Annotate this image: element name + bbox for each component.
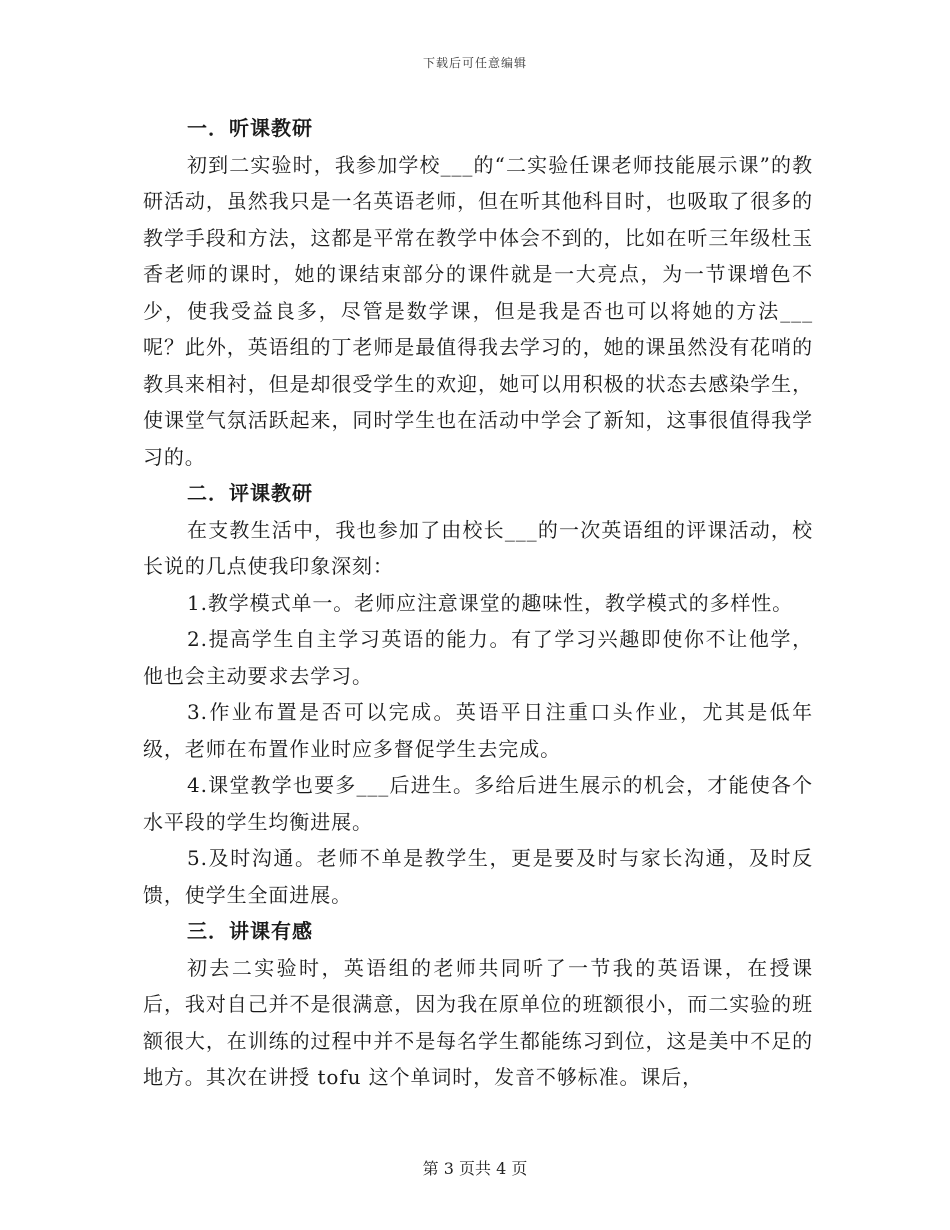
section-heading-1: 一．听课教研 [187,116,313,140]
document-body [143,110,813,1096]
page-number: 第 3 页共 4 页 [422,1159,528,1178]
list-item: 2.提高学生自主学习英语的能力。有了学习兴趣即使你不让他学，他也会主动要求去学习。 [143,627,813,688]
paragraph: 初到二实验时，我参加学校___的“二实验任课老师技能展示课”的教研活动，虽然我只是一名英语老师，但在听其他科目时，也吸取了很多的教学手段和方法，这都是平常在教学中体会不到的，比如在听三年级杜玉香老师的课时，她的课结束部分的课件就是一大亮点，为一节课增色不少，使我受益良多，尽管是数学课，但是我是否也可以将她的方法___呢？此外，英语组的丁老师是最值得我去学习的，她的课虽然没有花哨的教具来相衬，但是却很受学生的欢迎，她可以用积极的状态去感染学生，使课堂气氛活跃起来，同时学生也在活动中学会了新知，这事很值得我学习的。 [143,152,813,469]
list-item: 4.课堂教学也要多___后进生。多给后进生展示的机会，才能使各个水平段的学生均衡进展。 [143,773,813,834]
list-item: 5.及时沟通。老师不单是教学生，更是要及时与家长沟通，及时反馈，使学生全面进展。 [143,846,813,907]
section-heading-2: 二．评课教研 [187,481,313,505]
list-item: 1.教学模式单一。老师应注意课堂的趣味性，教学模式的多样性。 [187,590,794,615]
section-heading-3: 三．讲课有感 [187,919,313,943]
page-header: 下载后可任意编辑 [422,56,527,70]
list-item: 3.作业布置是否可以完成。英语平日注重口头作业，尤其是低年级，老师在布置作业时应多督促学生去完成。 [143,700,813,761]
paragraph: 初去二实验时，英语组的老师共同听了一节我的英语课，在授课后，我对自己并不是很满意，因为我在原单位的班额很小，而二实验的班额很大，在训练的过程中并不是每名学生都能练习到位，这是美中不足的地方。其次在讲授 tofu 这个单词时，发音不够标准。课后， [143,955,813,1089]
paragraph: 在支教生活中，我也参加了由校长___的一次英语组的评课活动，校长说的几点使我印象深刻： [143,517,813,578]
